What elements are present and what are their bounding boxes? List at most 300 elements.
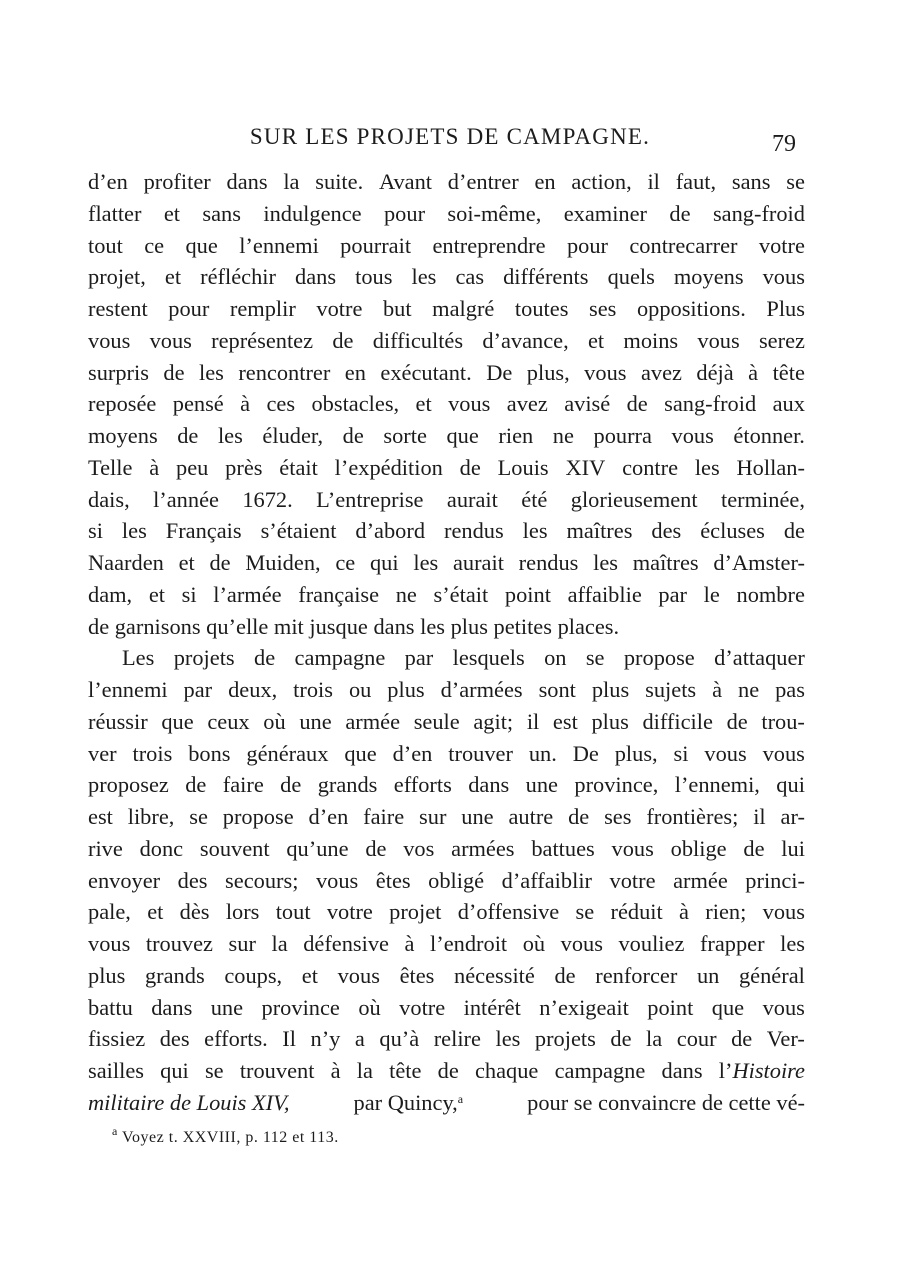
word: coups, — [224, 962, 283, 988]
word: votre — [758, 232, 805, 258]
page-number: 79 — [772, 131, 796, 157]
word: projet, — [88, 264, 146, 290]
word: plus — [450, 613, 494, 639]
word: et — [178, 550, 195, 575]
word: et — [148, 581, 165, 607]
word: d’attaquer — [714, 645, 805, 671]
word: votre — [316, 296, 363, 321]
word: les — [413, 550, 439, 575]
word: et — [147, 899, 164, 925]
word: province — [261, 994, 340, 1020]
word: d’affaiblir — [501, 867, 592, 893]
word: qu’elle — [206, 613, 274, 639]
word: frontières; — [646, 804, 739, 829]
word: renforcer — [595, 962, 678, 988]
word: bons — [188, 740, 231, 766]
word: d’offensive — [457, 899, 560, 925]
word: contre — [622, 454, 679, 480]
word: ses — [588, 296, 617, 321]
word: réussir — [88, 708, 148, 734]
word: les — [522, 518, 548, 544]
word: reposée — [88, 391, 157, 417]
word: est — [88, 804, 113, 829]
text-line-with-italic — [88, 1055, 805, 1087]
word: fissiez — [88, 1026, 146, 1052]
word: de — [177, 423, 199, 448]
word: 1672. — [242, 486, 293, 512]
word: L’entreprise — [316, 486, 424, 512]
word: n’y — [310, 1026, 341, 1052]
text-line — [88, 706, 805, 738]
word: le — [703, 581, 720, 607]
word: sans — [202, 200, 241, 226]
word: la — [356, 1058, 373, 1083]
word: de — [568, 804, 590, 829]
word: déjà — [696, 359, 734, 385]
word: de — [280, 772, 302, 798]
text-line — [88, 357, 805, 389]
word: cas — [455, 264, 485, 290]
word: que — [161, 708, 194, 734]
word: votre — [326, 899, 373, 925]
word: lors — [225, 899, 260, 925]
word: sans — [731, 169, 771, 194]
word: secours; — [225, 867, 299, 893]
word: d’entrer — [447, 169, 519, 194]
word: faut, — [675, 169, 717, 194]
word: d’abord — [355, 518, 426, 544]
word: contrecarrer — [629, 232, 738, 258]
word: française — [298, 581, 380, 607]
italic-title-part: militaire de Louis XIV, — [88, 1089, 290, 1115]
text-line — [88, 833, 805, 865]
word: lui — [781, 835, 805, 861]
word: maîtres — [566, 518, 633, 544]
word: grands — [144, 962, 205, 988]
word: qu’à — [379, 1026, 420, 1052]
word: battu — [88, 994, 133, 1020]
word: écluses — [700, 518, 765, 544]
word: glorieusement — [570, 486, 698, 512]
word: se — [786, 169, 805, 194]
word: sur — [228, 931, 256, 956]
word: et — [163, 200, 181, 226]
word: Il — [282, 1026, 296, 1052]
word: obstacles, — [311, 391, 400, 417]
word: un — [696, 962, 720, 988]
word: que — [711, 994, 745, 1020]
word: plus — [88, 962, 126, 988]
word: agit; — [473, 708, 514, 734]
word: rencontrer — [238, 359, 331, 385]
word: dans — [295, 264, 337, 290]
word: Ver- — [766, 1026, 805, 1052]
line-tail: par Quincy,$^a$ — [353, 1089, 464, 1115]
word: vous — [704, 740, 747, 766]
word: défensive — [303, 931, 389, 956]
word: d’Amster- — [713, 550, 805, 575]
word: De — [572, 740, 599, 766]
word: pour — [383, 200, 426, 226]
footnote-text: Voyez t. XXVIII, p. 112 et 113. — [122, 1129, 339, 1146]
word: si — [181, 581, 197, 607]
word: de — [743, 835, 765, 861]
word: les — [420, 613, 451, 639]
word: trois — [293, 677, 333, 702]
word: projet — [389, 899, 442, 925]
word: vous — [697, 327, 740, 353]
word: pale, — [88, 899, 131, 925]
word: que — [446, 423, 479, 448]
word: été — [521, 486, 548, 512]
word: de — [669, 200, 691, 226]
word: les — [121, 518, 147, 544]
word: intérêt — [463, 994, 521, 1020]
word: projets — [534, 1026, 596, 1052]
running-title: SUR LES PROJETS DE CAMPAGNE. — [249, 124, 651, 149]
word: efforts — [393, 772, 452, 798]
word: obligé — [428, 867, 485, 893]
word: l’endroit — [430, 931, 508, 956]
line-tail-continued: pour se convaincre de cette vé- — [527, 1089, 805, 1115]
word: moyens — [673, 264, 744, 290]
word: jusque — [309, 613, 374, 639]
running-head — [0, 122, 900, 158]
word: vous — [337, 962, 380, 988]
word: projets — [173, 645, 235, 671]
word: ce — [335, 550, 356, 575]
word: sujets — [645, 677, 697, 702]
word: Naarden — [88, 550, 164, 575]
word: trou- — [761, 708, 805, 734]
word: d’en — [308, 804, 349, 829]
word: étonner. — [733, 423, 805, 448]
word: relire — [433, 1026, 481, 1052]
word: de — [726, 708, 748, 734]
word: trouvez — [145, 931, 213, 956]
word: où — [358, 994, 381, 1020]
word: s’étaient — [260, 518, 337, 544]
word: armées — [451, 835, 515, 861]
word: terminée, — [721, 486, 805, 512]
word: les — [411, 264, 437, 290]
text-line — [88, 484, 805, 516]
word: examiner — [563, 200, 648, 226]
word: efforts. — [204, 1026, 268, 1052]
word: l’ennemi — [239, 232, 319, 258]
word: sailles — [88, 1058, 144, 1083]
word: à — [404, 931, 415, 956]
word: libre, — [127, 804, 175, 829]
word: tout — [88, 232, 123, 258]
text-line — [88, 515, 805, 547]
word: de — [342, 423, 364, 448]
word: cour — [676, 1026, 717, 1052]
text-line — [88, 547, 805, 579]
word: Avant — [378, 169, 433, 194]
word: pourrait — [340, 232, 412, 258]
word: l’expédition — [334, 454, 443, 480]
word: Louis — [497, 454, 549, 480]
word: différents — [503, 264, 589, 290]
word: toutes — [514, 296, 569, 321]
word: d’en — [392, 740, 433, 766]
word: une — [299, 708, 332, 734]
word: ne — [552, 423, 574, 448]
word: général — [738, 962, 805, 988]
word: il — [647, 169, 660, 194]
word: tous — [355, 264, 393, 290]
word: votre — [399, 994, 446, 1020]
word: places. — [557, 613, 620, 639]
word: mit — [273, 613, 310, 639]
word: sorte — [383, 423, 427, 448]
word: par — [658, 581, 688, 607]
word: vous — [762, 740, 805, 766]
word: vous — [762, 994, 805, 1020]
word: seule — [413, 708, 460, 734]
word: était — [279, 454, 318, 480]
word: maîtres — [632, 550, 699, 575]
word: à — [330, 1058, 341, 1083]
text-line — [88, 579, 805, 611]
word: on — [544, 645, 567, 671]
word: malgré — [432, 296, 495, 321]
word: frapper — [699, 931, 765, 956]
word: les — [495, 1026, 521, 1052]
word: avez — [640, 359, 682, 385]
word: difficile — [642, 708, 713, 734]
word: vous — [448, 391, 491, 417]
word: les — [593, 550, 618, 575]
text-line — [88, 166, 805, 198]
text-line — [88, 261, 805, 293]
word: envoyer — [88, 867, 161, 893]
word: se — [204, 1058, 224, 1083]
word: aurait — [446, 486, 498, 512]
word: deux, — [228, 677, 278, 702]
word: vouliez — [618, 931, 685, 956]
word: ce — [144, 232, 165, 258]
text-line — [88, 325, 805, 357]
word: tout — [275, 899, 311, 925]
text-line — [88, 928, 805, 960]
word: point — [504, 581, 551, 607]
word: grands — [317, 772, 378, 798]
word: que — [344, 740, 377, 766]
word: les — [694, 454, 720, 480]
word: indulgence — [263, 200, 362, 226]
word: point — [647, 994, 694, 1020]
word: sur — [419, 804, 447, 829]
word: à — [149, 454, 160, 480]
word: trois — [132, 740, 173, 766]
word: serez — [758, 327, 805, 353]
word: pas — [775, 677, 805, 702]
word: but — [382, 296, 412, 321]
word: la — [271, 931, 288, 956]
word: sang-froid — [664, 391, 757, 417]
text-line — [88, 1023, 805, 1055]
word: donc — [139, 835, 184, 861]
word: profiter — [143, 169, 211, 194]
word: dais, — [88, 486, 130, 512]
word: princi- — [745, 867, 805, 893]
word: et — [415, 391, 432, 417]
word: pour — [168, 296, 210, 321]
word: battues — [531, 835, 595, 861]
word: de — [163, 359, 185, 385]
text-line — [88, 960, 805, 992]
word: si — [88, 518, 103, 544]
word: ne — [395, 581, 417, 607]
word: rendus — [518, 550, 579, 575]
word: et — [587, 327, 605, 353]
word: une — [525, 772, 558, 798]
word: de — [459, 454, 481, 480]
word: dès — [179, 899, 210, 925]
word: qui — [160, 1058, 189, 1083]
word: l’armée — [213, 581, 282, 607]
word: province, — [574, 772, 659, 798]
text-line — [88, 611, 805, 643]
word: trouver — [448, 740, 513, 766]
word: plus — [591, 708, 629, 734]
word: De — [486, 359, 513, 385]
word: proposez — [88, 772, 169, 798]
word: des — [177, 867, 208, 893]
word: chaque — [474, 1058, 539, 1083]
word: à — [748, 359, 759, 385]
word: à — [712, 677, 723, 702]
word: trouvent — [239, 1058, 315, 1083]
word: de — [209, 550, 231, 575]
word: surpris — [88, 359, 149, 385]
word: Les — [122, 645, 155, 671]
word: d’avance, — [482, 327, 569, 353]
word: faire — [222, 772, 264, 798]
word: si — [673, 740, 689, 766]
word: de — [610, 1026, 632, 1052]
word: plus, — [526, 359, 570, 385]
word: par — [404, 645, 434, 671]
word: pensé — [172, 391, 224, 417]
word: vos — [403, 835, 435, 861]
word: oppositions. — [636, 296, 746, 321]
word: dans — [661, 1058, 703, 1083]
word: vous — [584, 359, 627, 385]
word: est — [552, 708, 578, 734]
word: à — [240, 391, 251, 417]
word: qui — [369, 550, 399, 575]
text-line — [88, 452, 805, 484]
word: plus — [387, 677, 425, 702]
word: que — [185, 232, 218, 258]
word: ver — [88, 740, 117, 766]
word: Hollan- — [736, 454, 805, 480]
word: de — [783, 518, 805, 544]
text-line — [88, 674, 805, 706]
word: Plus — [766, 296, 805, 321]
word: rive — [88, 835, 123, 861]
word: de — [554, 962, 576, 988]
word: il — [753, 804, 766, 829]
word: de — [437, 1058, 459, 1083]
italic-title-word: Histoire — [732, 1058, 805, 1083]
text-line — [88, 769, 805, 801]
word: action, — [571, 169, 632, 194]
word: des — [651, 518, 682, 544]
word: peu — [176, 454, 209, 480]
word: ses — [604, 804, 632, 829]
word: de — [185, 772, 207, 798]
text-line — [88, 801, 805, 833]
word: nécessité — [454, 962, 535, 988]
word: vous — [671, 423, 714, 448]
word: d’armées — [440, 677, 523, 702]
word: et — [164, 264, 182, 290]
word: l’ennemi — [88, 677, 168, 702]
word: suite. — [315, 169, 364, 194]
word: ceux — [207, 708, 250, 734]
word: pour — [566, 232, 608, 258]
text-line — [88, 642, 805, 674]
word: près — [225, 454, 263, 480]
word: d’en — [88, 169, 128, 194]
word: de — [731, 1026, 753, 1052]
word: armée — [673, 867, 728, 893]
word: affaiblie — [567, 581, 642, 607]
word: la — [283, 169, 300, 194]
word: flatter — [88, 200, 142, 226]
word: Telle — [88, 454, 133, 480]
footnote-marker: a — [457, 1091, 464, 1106]
footnote — [112, 1126, 339, 1150]
word: oblige — [670, 835, 727, 861]
word: en — [344, 359, 366, 385]
word: dans — [373, 613, 421, 639]
word: en — [534, 169, 556, 194]
word: faire — [363, 804, 405, 829]
word: la — [646, 1026, 663, 1052]
word: de — [626, 391, 648, 417]
word: de — [332, 327, 354, 353]
word: Français — [165, 518, 242, 544]
word: où — [522, 931, 546, 956]
word: dans — [468, 772, 510, 798]
word: éluder, — [262, 423, 324, 448]
word: réfléchir — [200, 264, 276, 290]
word: exécutant. — [380, 359, 472, 385]
word: ou — [348, 677, 372, 702]
word: généraux — [246, 740, 329, 766]
text-line — [88, 738, 805, 770]
word: n’exigeait — [539, 994, 629, 1020]
word: êtes — [375, 867, 411, 893]
word: vous — [315, 867, 359, 893]
word: et — [301, 962, 318, 988]
word: se — [585, 645, 605, 671]
word: rien — [498, 423, 534, 448]
word: plus — [591, 677, 630, 702]
word: remplir — [229, 296, 296, 321]
word: XIV — [565, 454, 606, 480]
word: moyens — [88, 423, 158, 448]
word: les — [217, 423, 243, 448]
word: êtes — [399, 962, 435, 988]
word: nombre — [736, 581, 805, 607]
word: sont — [538, 677, 576, 702]
